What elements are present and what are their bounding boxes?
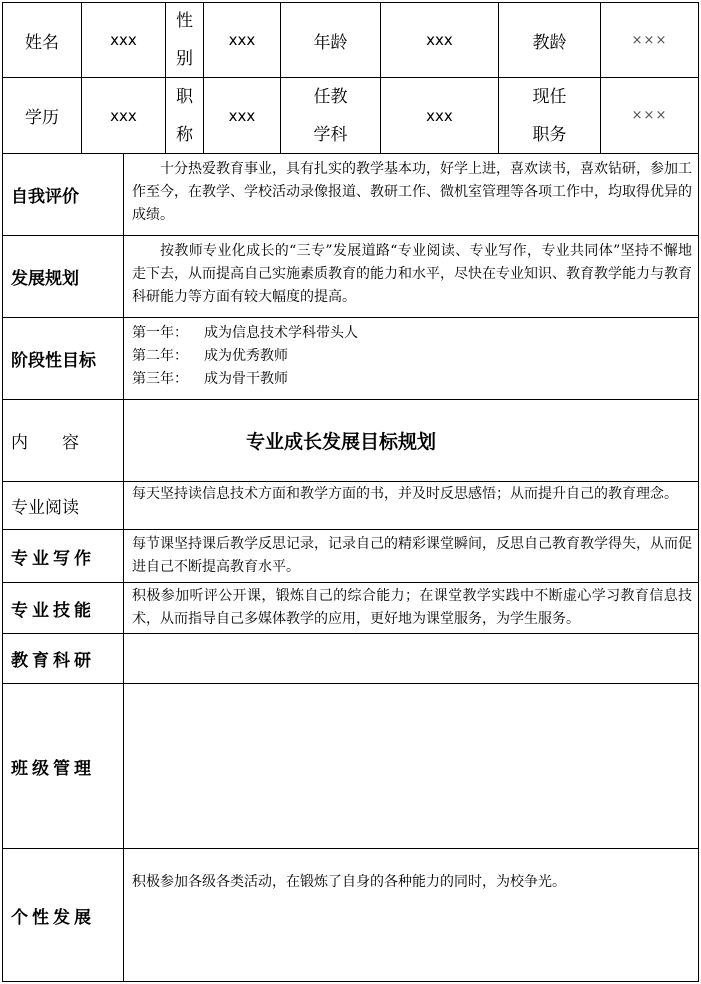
research-label: 教育科研 [3,634,124,684]
education-label: 学历 [3,78,82,154]
self-eval-text: 十分热爱教育事业，具有扎实的教学基本功，好学上进，喜欢读书，喜欢钻研，参加工作至今，在教学、学校活动录像报道、教研工作、微机室管理等各项工作中，均取得优异的成绩。 [124,154,698,236]
stage-goal-1: 第一年： 成为信息技术学科带头人 [132,325,358,341]
stage-goals-list [124,318,698,400]
reading-text: 每天坚持读信息技术方面和教学方面的书，并及时反思感悟；从而提升自己的教育理念。 [124,482,698,530]
job-title-label: 职 称 [166,78,204,154]
class-mgmt-text [124,684,698,849]
current-post-value: ××× [601,78,698,154]
stage-goals-label: 阶段性目标 [3,318,124,400]
dev-plan-text: 按教师专业化成长的“三专”发展道路“专业阅读、专业写作，专业共同体”坚持不懈地走下去，从而提高自己实施素质教育的能力和水平，尽快在专业知识、教育教学能力与教育科研能力等方面有较大幅度的提高。 [124,236,698,318]
skills-text: 积极参加听评公开课，锻炼自己的综合能力；在课堂教学实践中不断虚心学习教育信息技术，从而指导自己多媒体教学的应用，更好地为课堂服务，为学生服务。 [124,583,698,634]
personal-text: 积极参加各级各类活动，在锻炼了自身的各种能力的同时，为校争光。 [132,874,566,890]
gender-label: 性 别 [166,3,204,78]
subject-label: 任教 学科 [281,78,381,154]
name-value: xxx [82,3,166,78]
teacher-development-form [2,2,699,982]
teach-years-value: ××× [601,3,698,78]
writing-text: 每节课坚持课后教学反思记录，记录自己的精彩课堂瞬间，反思自己教育教学得失，从而促进自己不断提高教育水平。 [124,530,698,583]
section-title: 专业成长发展目标规划 [124,400,698,482]
name-label: 姓名 [3,3,82,78]
education-value: xxx [82,78,166,154]
self-eval-label: 自我评价 [3,154,124,236]
gender-value: xxx [204,3,281,78]
age-value: xxx [381,3,499,78]
dev-plan-label: 发展规划 [3,236,124,318]
stage-goal-3: 第三年： 成为骨干教师 [132,371,288,387]
skills-label: 专业技能 [3,583,124,634]
job-title-value: xxx [204,78,281,154]
class-mgmt-label: 班级管理 [3,684,124,849]
current-post-label: 现任 职务 [499,78,601,154]
reading-label: 专业阅读 [3,482,124,530]
subject-value: xxx [381,78,499,154]
personal-label: 个性发展 [3,849,124,981]
teach-years-label: 教龄 [499,3,601,78]
content-label: 内 容 [3,400,124,482]
stage-goal-2: 第二年： 成为优秀教师 [132,348,288,364]
age-label: 年龄 [281,3,381,78]
writing-label: 专业写作 [3,530,124,583]
research-text [124,634,698,684]
